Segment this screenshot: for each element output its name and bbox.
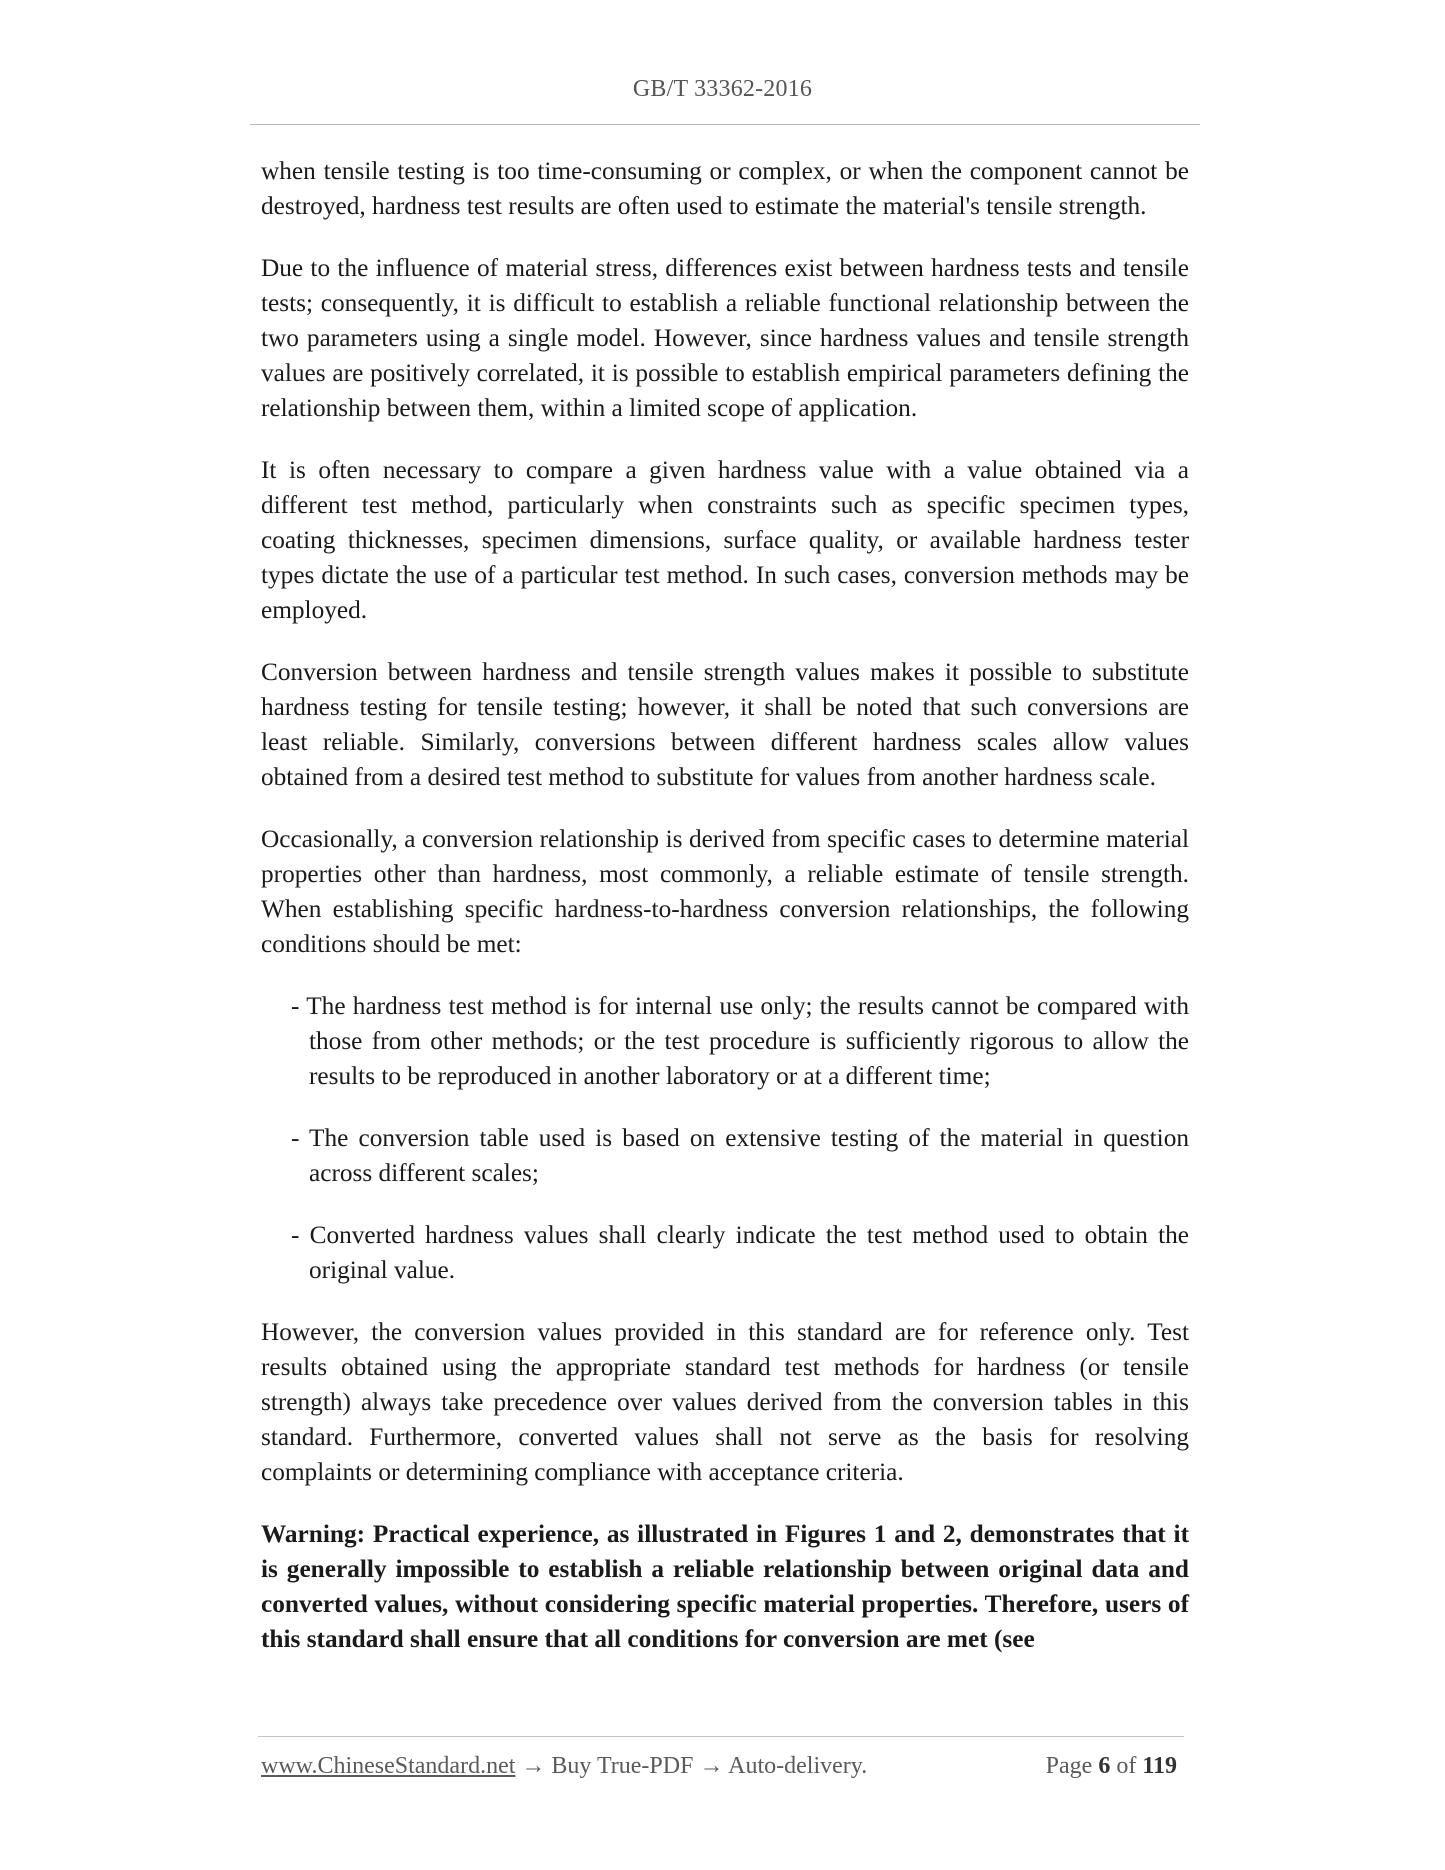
footer-divider: [258, 1736, 1184, 1737]
page-number: [1046, 1753, 1177, 1780]
body-paragraph: Occasionally, a conversion relationship is derived from specific cases to determine material properties other than hardness, most commonly, a reliable estimate of tensile strength. When establishing specific hardness-to-hardness conversion relationships, the following conditions should be met:: [261, 825, 1189, 958]
page-label: Page: [1045, 1753, 1093, 1779]
chinesestandard-link[interactable]: www.ChineseStandard.net: [261, 1753, 516, 1779]
footer-promo: [261, 1753, 867, 1780]
body-paragraph: when tensile testing is too time-consuming or complex, or when the component cannot be destroyed, hardness test results are often used to estimate the material's tensile strength.: [261, 157, 1189, 220]
header-divider: [250, 124, 1200, 125]
body-paragraph: Conversion between hardness and tensile strength values makes it possible to substitute hardness testing for tensile testing; however, it shall be noted that such conversions are least reliable. Similarly, conversions between different hardness scales allow values obtained from a desired test method to substitute for values from another hardness scale.: [261, 658, 1189, 791]
auto-delivery-text: Auto-delivery.: [728, 1753, 868, 1779]
arrow-right-icon: →: [521, 1753, 546, 1779]
arrow-right-icon: →: [699, 1753, 724, 1779]
document-body: [261, 154, 1189, 1657]
body-paragraph: Due to the influence of material stress, differences exist between hardness tests and tensile tests; consequently, it is difficult to establish a reliable functional relationship between the two parameters using a single model. However, since hardness values and tensile strength values are positively correlated, it is possible to establish empirical parameters defining the relationship between them, within a limited scope of application.: [261, 254, 1189, 422]
conditions-list: [261, 989, 1189, 1288]
list-item: - The conversion table used is based on extensive testing of the material in question across different scales;: [291, 1124, 1189, 1187]
buy-true-pdf-text: Buy True-PDF: [551, 1753, 694, 1779]
list-item: - Converted hardness values shall clearly indicate the test method used to obtain the original value.: [291, 1221, 1189, 1284]
document-header-title: GB/T 33362-2016: [632, 76, 813, 102]
page-current: 6: [1098, 1753, 1111, 1779]
warning-paragraph: Warning: Practical experience, as illustrated in Figures 1 and 2, demonstrates that it is generally impossible to establish a reliable relationship between original data and converted values, without considering specific material properties. Therefore, users of this standard shall ensure that all conditions for conversion are met (see: [261, 1520, 1189, 1653]
closing-paragraph: However, the conversion values provided in this standard are for reference only. Test results obtained using the appropriate standard test methods for hardness (or tensile strength) always take precedence over values derived from the conversion tables in this standard. Furthermore, converted values shall not serve as the basis for resolving complaints or determining compliance with acceptance criteria.: [261, 1318, 1189, 1486]
page-total: 119: [1142, 1753, 1177, 1779]
page-of-label: of: [1116, 1753, 1137, 1779]
body-paragraph: It is often necessary to compare a given hardness value with a value obtained via a different test method, particularly when constraints such as specific specimen types, coating thicknesses, specimen dimensions, surface quality, or available hardness tester types dictate the use of a particular test method. In such cases, conversion methods may be employed.: [261, 456, 1189, 624]
list-item: - The hardness test method is for internal use only; the results cannot be compared with those from other methods; or the test procedure is sufficiently rigorous to allow the results to be reproduced in another laboratory or at a different time;: [291, 992, 1189, 1090]
